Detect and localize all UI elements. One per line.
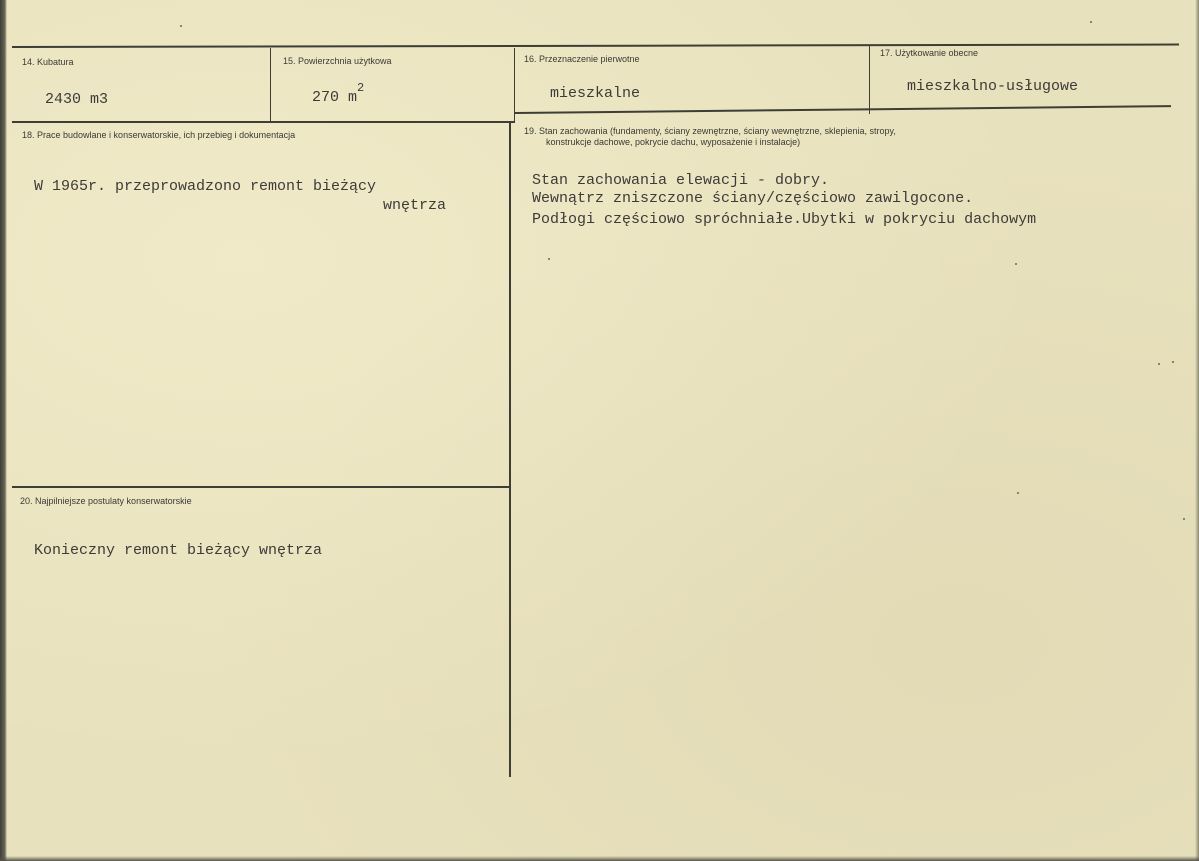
top-rule bbox=[12, 44, 1179, 48]
paper-speck bbox=[1172, 361, 1174, 363]
field-17-label: 17. Użytkowanie obecne bbox=[880, 48, 979, 58]
field-20-value: Konieczny remont bieżący wnętrza bbox=[34, 542, 323, 559]
field-14-label: 14. Kubatura bbox=[22, 57, 74, 67]
paper-speck bbox=[1015, 263, 1017, 265]
field-16-value: mieszkalne bbox=[550, 85, 641, 102]
field-15-value-superscript: 2 bbox=[357, 81, 365, 95]
card-right-edge bbox=[1195, 0, 1199, 861]
divider-15-16 bbox=[514, 48, 515, 123]
field-19-label-line-1: 19. Stan zachowania (fundamenty, ściany zewnętrzne, ściany wewnętrzne, sklepienia, stropy, bbox=[524, 126, 896, 136]
paper-speck bbox=[1158, 363, 1160, 365]
field-18-line-2: wnętrza bbox=[383, 197, 447, 214]
field-18-bottom-rule bbox=[12, 486, 510, 488]
divider-main-column bbox=[509, 122, 511, 777]
paper-speck bbox=[548, 258, 550, 260]
field-17-value: mieszkalno-usługowe bbox=[907, 78, 1079, 95]
header-row-bottom-rule-right bbox=[515, 105, 1171, 114]
field-15-value-text: 270 m bbox=[312, 89, 358, 106]
divider-14-15 bbox=[270, 48, 271, 122]
field-15-value bbox=[312, 81, 365, 108]
field-14-value: 2430 m3 bbox=[45, 91, 109, 108]
card-left-edge bbox=[0, 0, 7, 861]
field-16-label: 16. Przeznaczenie pierwotne bbox=[524, 54, 640, 64]
paper-speck bbox=[180, 25, 182, 27]
divider-16-17 bbox=[869, 45, 870, 114]
field-18-line-1: W 1965r. przeprowadzono remont bieżący bbox=[34, 178, 377, 195]
field-18-label: 18. Prace budowlane i konserwatorskie, ich przebieg i dokumentacja bbox=[22, 130, 296, 140]
paper-speck bbox=[1183, 518, 1185, 520]
field-15-label: 15. Powierzchnia użytkowa bbox=[283, 56, 392, 66]
field-19-line-3: Podłogi częściowo spróchniałe.Ubytki w pokryciu dachowym bbox=[532, 211, 1037, 228]
field-19-line-1: Stan zachowania elewacji - dobry. bbox=[532, 172, 830, 189]
field-19-label-line-2: konstrukcje dachowe, pokrycie dachu, wyposażenie i instalacje) bbox=[546, 137, 801, 147]
card-bottom-edge bbox=[0, 856, 1199, 861]
paper-speck bbox=[1090, 21, 1092, 23]
field-20-label: 20. Najpilniejsze postulaty konserwatorskie bbox=[20, 496, 192, 506]
header-row-bottom-rule-left bbox=[12, 121, 515, 123]
field-19-line-2: Wewnątrz zniszczone ściany/częściowo zawilgocone. bbox=[532, 190, 974, 207]
paper-speck bbox=[1017, 492, 1019, 494]
